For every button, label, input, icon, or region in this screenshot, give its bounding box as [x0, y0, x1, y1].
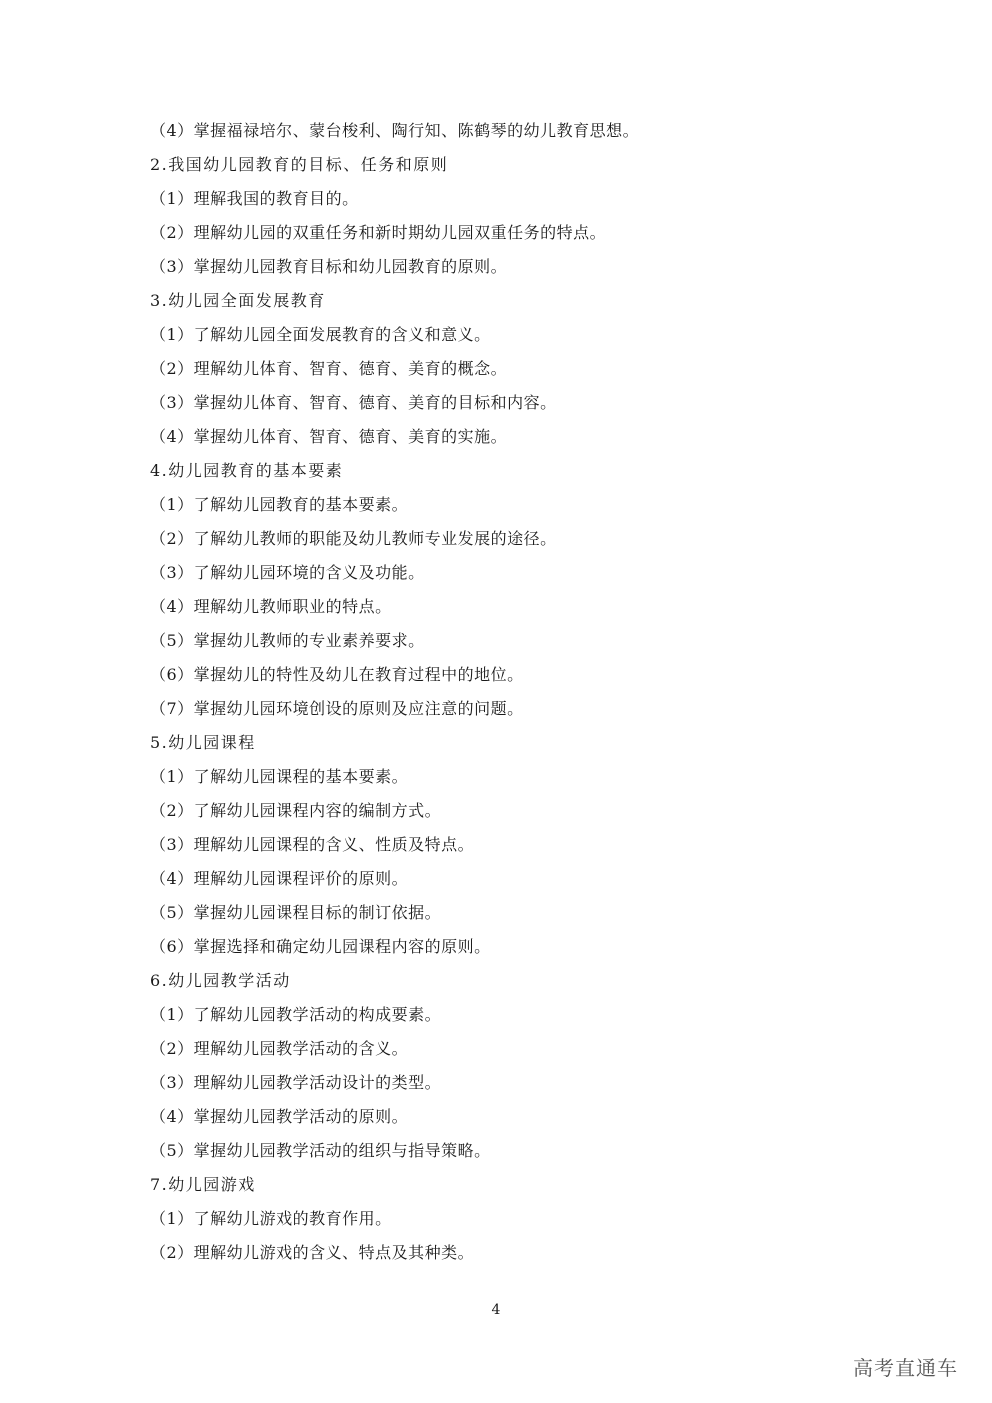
section-heading: 3.幼儿园全面发展教育	[150, 291, 326, 310]
list-item: （3）了解幼儿园环境的含义及功能。	[150, 563, 425, 582]
list-item: （6）掌握选择和确定幼儿园课程内容的原则。	[150, 937, 491, 956]
list-item: （6）掌握幼儿的特性及幼儿在教育过程中的地位。	[150, 665, 524, 684]
list-item: （3）掌握幼儿体育、智育、德育、美育的目标和内容。	[150, 393, 557, 412]
section-heading: 2.我国幼儿园教育的目标、任务和原则	[150, 155, 449, 174]
list-item: （3）掌握幼儿园教育目标和幼儿园教育的原则。	[150, 257, 508, 276]
list-item: （5）掌握幼儿园课程目标的制订依据。	[150, 903, 442, 922]
list-item: （2）了解幼儿园课程内容的编制方式。	[150, 801, 442, 820]
list-item: （5）掌握幼儿园教学活动的组织与指导策略。	[150, 1141, 491, 1160]
list-item: （1）了解幼儿园教育的基本要素。	[150, 495, 409, 514]
watermark-text: 高考直通车	[853, 1356, 958, 1380]
list-item: （1）了解幼儿园教学活动的构成要素。	[150, 1005, 442, 1024]
list-item: （1）了解幼儿游戏的教育作用。	[150, 1209, 392, 1228]
list-item: （5）掌握幼儿教师的专业素养要求。	[150, 631, 425, 650]
list-item: （2）理解幼儿游戏的含义、特点及其种类。	[150, 1243, 475, 1262]
list-item: （3）理解幼儿园教学活动设计的类型。	[150, 1073, 442, 1092]
list-item: （4）掌握幼儿体育、智育、德育、美育的实施。	[150, 427, 508, 446]
document-body	[150, 114, 870, 1270]
section-heading: 6.幼儿园教学活动	[150, 971, 291, 990]
list-item: （7）掌握幼儿园环境创设的原则及应注意的问题。	[150, 699, 524, 718]
list-item: （2）了解幼儿教师的职能及幼儿教师专业发展的途径。	[150, 529, 557, 548]
section-heading: 7.幼儿园游戏	[150, 1175, 256, 1194]
list-item: （1）理解我国的教育目的。	[150, 189, 359, 208]
page-number: 4	[491, 1302, 501, 1318]
list-item: （4）理解幼儿园课程评价的原则。	[150, 869, 409, 888]
list-item: （1）了解幼儿园课程的基本要素。	[150, 767, 409, 786]
section-heading: 5.幼儿园课程	[150, 733, 256, 752]
list-item: （2）理解幼儿体育、智育、德育、美育的概念。	[150, 359, 508, 378]
section-heading: 4.幼儿园教育的基本要素	[150, 461, 344, 480]
list-item: （4）掌握幼儿园教学活动的原则。	[150, 1107, 409, 1126]
list-item: （3）理解幼儿园课程的含义、性质及特点。	[150, 835, 475, 854]
list-item: （2）理解幼儿园的双重任务和新时期幼儿园双重任务的特点。	[150, 223, 607, 242]
list-item: （4）掌握福禄培尔、蒙台梭利、陶行知、陈鹤琴的幼儿教育思想。	[150, 121, 640, 140]
list-item: （2）理解幼儿园教学活动的含义。	[150, 1039, 409, 1058]
list-item: （4）理解幼儿教师职业的特点。	[150, 597, 392, 616]
list-item: （1）了解幼儿园全面发展教育的含义和意义。	[150, 325, 491, 344]
